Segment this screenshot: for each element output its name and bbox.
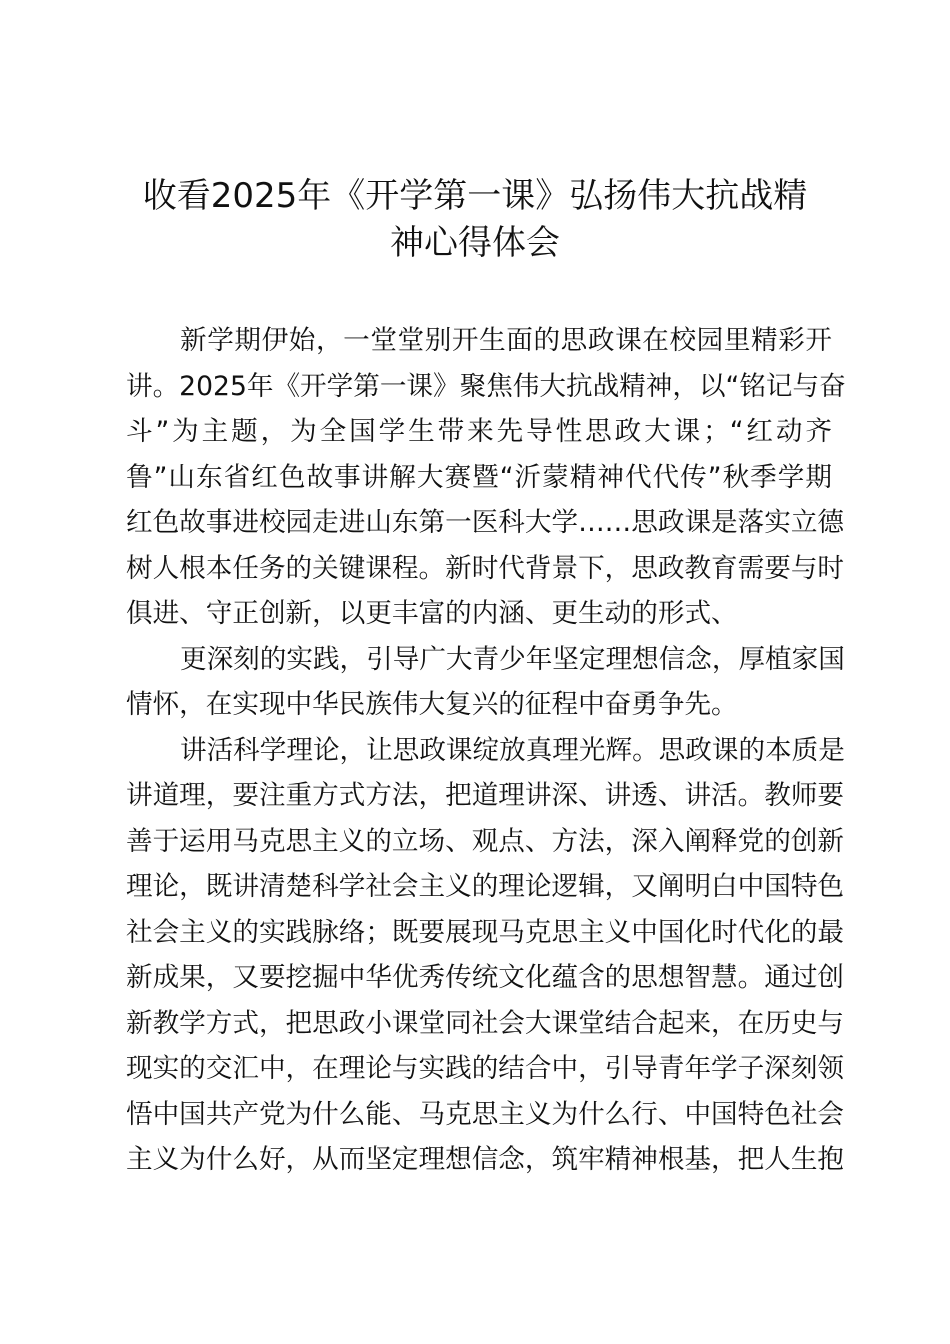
text-line: 理论，既讲清楚科学社会主义的理论逻辑，又阐明白中国特色 [126,871,845,902]
document-body [126,318,846,1183]
document-title [0,173,950,267]
title-line-2: 神心得体会 [390,223,560,263]
text-line: 俱进、守正创新，以更丰富的内涵、更生动的形式、 [126,598,738,629]
text-line: 社会主义的实践脉络；既要展现马克思主义中国化时代化的最 [126,916,845,948]
text-line: 现实的交汇中，在理论与实践的结合中，引导青年学子深刻领 [126,1053,845,1084]
text-line: 鲁”山东省红色故事讲解大赛暨“沂蒙精神代代传”秋季学期 [126,461,832,493]
text-line: 新教学方式，把思政小课堂同社会大课堂结合起来，在历史与 [126,1007,845,1039]
title-line-1: 收看2025年《开学第一课》弘扬伟大抗战精 [142,176,808,216]
text-line: 新成果，又要挖掘中华优秀传统文化蕴含的思想智慧。通过创 [126,962,845,993]
text-line: 红色故事进校园走进山东第一医科大学……思政课是落实立德 [126,507,845,538]
text-line: 情怀，在实现中华民族伟大复兴的征程中奋勇争先。 [126,689,738,720]
text-line: 更深刻的实践，引导广大青少年坚定理想信念，厚植家国 [180,643,845,675]
text-line: 讲道理，要注重方式方法，把道理讲深、讲透、讲活。教师要 [126,780,845,811]
text-line: 主义为什么好，从而坚定理想信念，筑牢精神根基，把人生抱 [126,1144,845,1175]
text-line: 讲活科学理论，让思政课绽放真理光辉。思政课的本质是 [180,734,845,766]
text-line: 悟中国共产党为什么能、马克思主义为什么行、中国特色社会 [126,1098,845,1130]
paragraph-3 [126,728,845,1183]
text-line: 新学期伊始，一堂堂别开生面的思政课在校园里精彩开 [180,325,832,356]
paragraph-2 [126,637,845,728]
paragraph-1 [126,318,846,637]
text-line: 讲。2025年《开学第一课》聚焦伟大抗战精神，以“铭记与奋 [126,370,846,402]
text-line: 树人根本任务的关键课程。新时代背景下，思政教育需要与时 [126,552,845,584]
text-line: 斗”为主题，为全国学生带来先导性思政大课；“红动齐 [126,416,832,447]
text-line: 善于运用马克思主义的立场、观点、方法，深入阐释党的创新 [126,825,845,857]
